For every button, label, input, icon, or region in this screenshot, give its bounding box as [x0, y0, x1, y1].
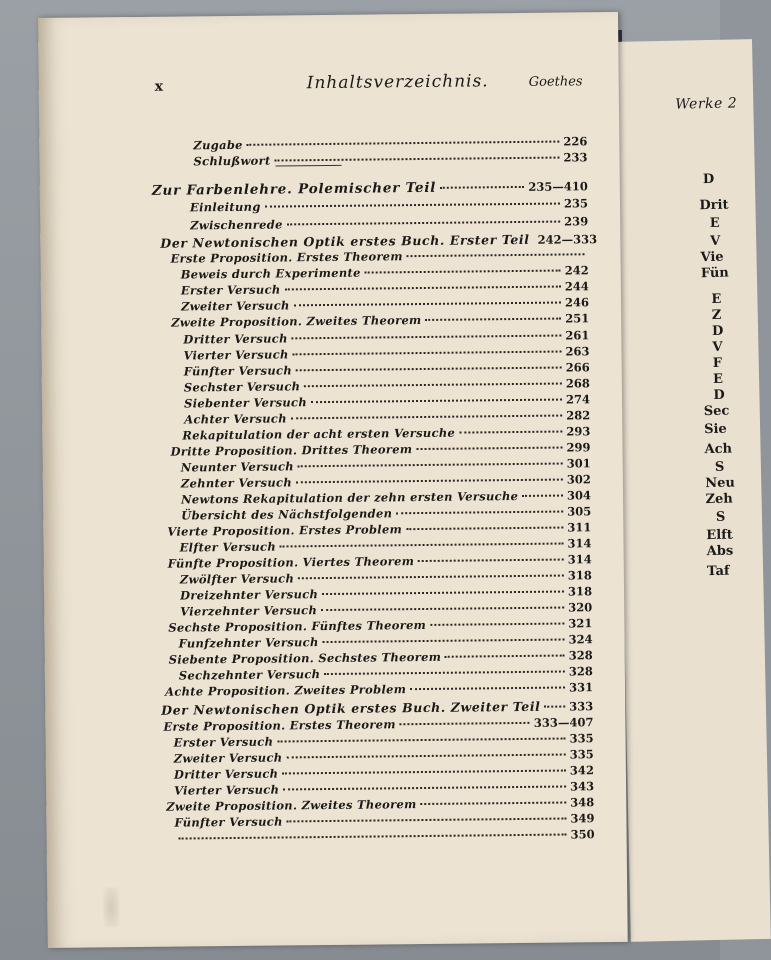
facing-page-fragment: Sie [703, 421, 727, 438]
facing-page-fragment: Zeh [705, 491, 733, 508]
toc-entry-title: Fünfter Versuch [183, 363, 293, 379]
facing-page-fragment: Sec [703, 403, 730, 420]
dot-leader [410, 686, 565, 691]
dot-leader [283, 785, 566, 791]
toc-entry-page: 335 [569, 747, 594, 762]
toc-entry-page: 246 [564, 295, 590, 310]
toc-entry-title: Der Newtonischen Optik erstes Buch. Erster Teil [160, 231, 530, 251]
toc-entry-title: Rekapitulation der acht ersten Versuche [182, 425, 456, 443]
page-number: x [154, 78, 164, 95]
toc-entry-title: Einleitung [189, 199, 261, 215]
facing-page-fragment: F [712, 355, 723, 371]
toc-entry-title: Sechzehnter Versuch [178, 667, 321, 683]
facing-page-fragment: V [710, 233, 721, 249]
toc-entry-page: 324 [568, 632, 593, 647]
facing-page-fragment: D [713, 387, 725, 403]
toc-entry-page: 350 [570, 827, 595, 842]
toc-entry-title: Schlußwort [193, 153, 271, 169]
page-title: Inhaltsverzeichnis. [306, 71, 489, 94]
page-header [39, 71, 619, 104]
toc-entry-page: 305 [567, 504, 592, 519]
toc-entry-title: Vierzehnter Versuch [180, 603, 318, 619]
dot-leader [280, 542, 564, 548]
dot-leader [407, 252, 585, 257]
dot-leader [282, 769, 566, 775]
toc-entry-title: Sechste Proposition. Fünftes Theorem [168, 617, 427, 635]
toc-entry-page: 302 [566, 472, 591, 487]
facing-page-fragment: D [711, 323, 724, 339]
toc-entry-page: 268 [565, 376, 590, 391]
facing-page-fragment: Abs [706, 543, 734, 560]
toc-entry-title: Vierter Versuch [174, 782, 280, 798]
toc-entry-page: 314 [567, 552, 592, 567]
toc-entry-title: Dritter Versuch [183, 331, 288, 347]
toc-entry-page: 301 [566, 456, 591, 471]
toc-entry-title: Zwölfter Versuch [179, 571, 295, 587]
toc-entry-page: 274 [565, 392, 591, 407]
dot-leader [311, 398, 562, 404]
toc-entry-page: 343 [569, 779, 595, 794]
toc-entry-page: 242—333 [537, 232, 598, 247]
toc-entry-title: Achte Proposition. Zweites Problem [164, 682, 407, 699]
toc-entry-title: Dritte Proposition. Drittes Theorem [170, 442, 413, 459]
dot-leader [284, 285, 560, 291]
toc-entry-page: 328 [568, 664, 593, 679]
running-head: Goethes [528, 74, 583, 90]
toc-entry-title: Erste Proposition. Erstes Theorem [163, 717, 396, 734]
dot-leader [304, 382, 562, 388]
toc-entry-title: Beweis durch Experimente [180, 265, 361, 282]
toc-entry-title: Vierte Proposition. Erstes Problem [167, 522, 403, 539]
toc-entry-page: 321 [568, 616, 593, 631]
toc-entry-page: 261 [565, 328, 590, 343]
toc-entry-title: Zweiter Versuch [173, 750, 283, 766]
toc-entry-title: Zweite Proposition. Zweites Theorem [166, 797, 417, 814]
toc-entry [165, 680, 593, 700]
dot-leader [286, 753, 565, 759]
toc-entry-title: Dreizehnter Versuch [179, 587, 319, 603]
dot-leader [445, 654, 565, 658]
toc-entry-page: 318 [567, 568, 592, 583]
facing-page-fragment: Ach [704, 441, 733, 458]
dot-leader [400, 721, 530, 725]
toc-entry [190, 196, 588, 216]
toc-entry-page: 263 [565, 344, 590, 359]
dot-leader [298, 462, 563, 468]
facing-page [612, 39, 771, 942]
dot-leader [323, 638, 565, 644]
toc-entry-page: 266 [565, 360, 590, 375]
toc-entry-title: Funfzehnter Versuch [178, 635, 319, 651]
dot-leader [293, 350, 562, 356]
facing-page-fragment: Neu [705, 475, 736, 492]
book-page [38, 12, 628, 948]
toc-entry-title: Fünfter Versuch [174, 814, 283, 830]
dot-leader [522, 494, 563, 497]
toc-entry-title: Sechster Versuch [183, 379, 301, 395]
dot-leader [247, 140, 560, 146]
facing-page-fragment: Z [711, 307, 722, 323]
toc-entry-page: 304 [566, 488, 592, 503]
toc-entry-page: 282 [566, 408, 591, 423]
dot-leader [287, 220, 560, 226]
facing-page-fragment: Vie [700, 249, 724, 266]
facing-page-fragment: Drit [699, 197, 729, 214]
toc-entry-page: 226 [563, 134, 588, 149]
toc-entry-title: Achter Versuch [184, 411, 287, 427]
toc-entry-page: 233 [563, 150, 588, 165]
toc-entry-page: 311 [567, 520, 592, 535]
dot-leader [275, 156, 560, 162]
toc-entry-title: Zugabe [193, 137, 243, 153]
dot-leader [418, 558, 564, 563]
toc-entry-title: Erster Versuch [180, 282, 281, 298]
toc-entry-page: 348 [570, 795, 595, 810]
dot-leader [406, 526, 563, 531]
dot-leader [287, 817, 567, 823]
dot-leader [322, 590, 564, 596]
toc-entry [152, 178, 588, 199]
toc-entry-page: 333—407 [533, 715, 594, 730]
toc-entry-page: 335 [569, 731, 594, 746]
toc-entry [175, 827, 595, 847]
dot-leader [421, 801, 567, 806]
toc-entry-title: Der Newtonischen Optik erstes Buch. Zweiter Teil [161, 698, 541, 718]
dot-leader [544, 705, 565, 708]
toc-entry-title: Vierter Versuch [183, 347, 289, 363]
toc-entry-page: 293 [566, 424, 591, 439]
dot-leader [291, 414, 562, 420]
toc-entry-title: Zehnter Versuch [180, 475, 293, 491]
dot-leader [298, 574, 564, 580]
toc-entry-title: Übersicht des Nächstfolgenden [181, 506, 393, 523]
dot-leader [294, 301, 561, 307]
toc-entry-title: Siebenter Versuch [183, 395, 308, 411]
facing-page-fragment: E [709, 215, 720, 231]
toc-entry-title: Dritter Versuch [173, 766, 279, 782]
facing-page-fragment: Taf [706, 563, 730, 580]
dot-leader [296, 478, 563, 484]
dot-leader [296, 366, 562, 372]
toc-entry [193, 150, 587, 170]
toc-entry-page: 331 [568, 680, 594, 695]
toc-entry-title: Neunter Versuch [180, 459, 294, 475]
toc-entry-page: 239 [564, 214, 589, 229]
toc-entry-page: 299 [566, 440, 591, 455]
toc-entry-page: 342 [569, 763, 594, 778]
toc-entry-page: 251 [565, 311, 590, 326]
facing-page-fragment: V [712, 339, 723, 355]
toc-entry-page: 318 [567, 584, 593, 599]
dot-leader [440, 185, 524, 189]
toc-entry-page: 244 [564, 279, 589, 294]
dot-leader [321, 606, 564, 612]
toc-entry-page: 333 [569, 699, 594, 714]
toc-entry-title: Zweite Proposition. Zweites Theorem [171, 313, 422, 330]
toc-entry-title: Siebente Proposition. Sechstes Theorem [168, 649, 442, 667]
toc-entry-title: Newtons Rekapitulation der zehn ersten Versuche [180, 488, 519, 507]
toc-entry-title: Zur Farbenlehre. Polemischer Teil [151, 179, 437, 199]
toc-entry-title: Zwischenrede [190, 217, 283, 233]
toc-entry-title: Fünfte Proposition. Viertes Theorem [167, 554, 415, 571]
dot-leader [459, 430, 562, 434]
facing-page-fragment: S [715, 509, 726, 525]
toc-entry-page: 242 [564, 263, 589, 278]
toc-entry-title: Erste Proposition. Erstes Theorem [170, 249, 403, 266]
dot-leader [179, 833, 567, 840]
dot-leader [396, 510, 563, 515]
dot-leader [277, 737, 565, 743]
toc-entry-page: 349 [570, 811, 595, 826]
dot-leader [365, 269, 561, 274]
toc-entry-page: 328 [568, 648, 593, 663]
dot-leader [425, 317, 561, 321]
page-stain [103, 887, 119, 927]
toc-entry-title: Zweiter Versuch [180, 298, 290, 314]
facing-page-fragment: E [711, 291, 722, 307]
facing-page-fragment: S [714, 459, 725, 475]
facing-page-fragment: D [702, 171, 715, 188]
toc-entry-title: Erster Versuch [173, 734, 274, 750]
facing-page-fragment: Elft [706, 527, 733, 544]
toc-entry-page: 235—410 [528, 179, 588, 194]
toc-entry-page: 314 [567, 536, 592, 551]
facing-page-fragment: E [712, 371, 724, 387]
dot-leader [416, 446, 562, 451]
table-of-contents [39, 104, 619, 842]
toc-entry-page: 235 [563, 196, 589, 211]
facing-page-fragment: Fün [700, 265, 729, 282]
toc-entry-page: 320 [568, 600, 593, 615]
dot-leader [430, 622, 564, 626]
dot-leader [324, 670, 565, 676]
toc-entry-title: Elfter Versuch [179, 539, 277, 555]
facing-page-header: Werke 2 [675, 95, 738, 113]
dot-leader [265, 202, 560, 208]
dot-leader [292, 334, 562, 340]
